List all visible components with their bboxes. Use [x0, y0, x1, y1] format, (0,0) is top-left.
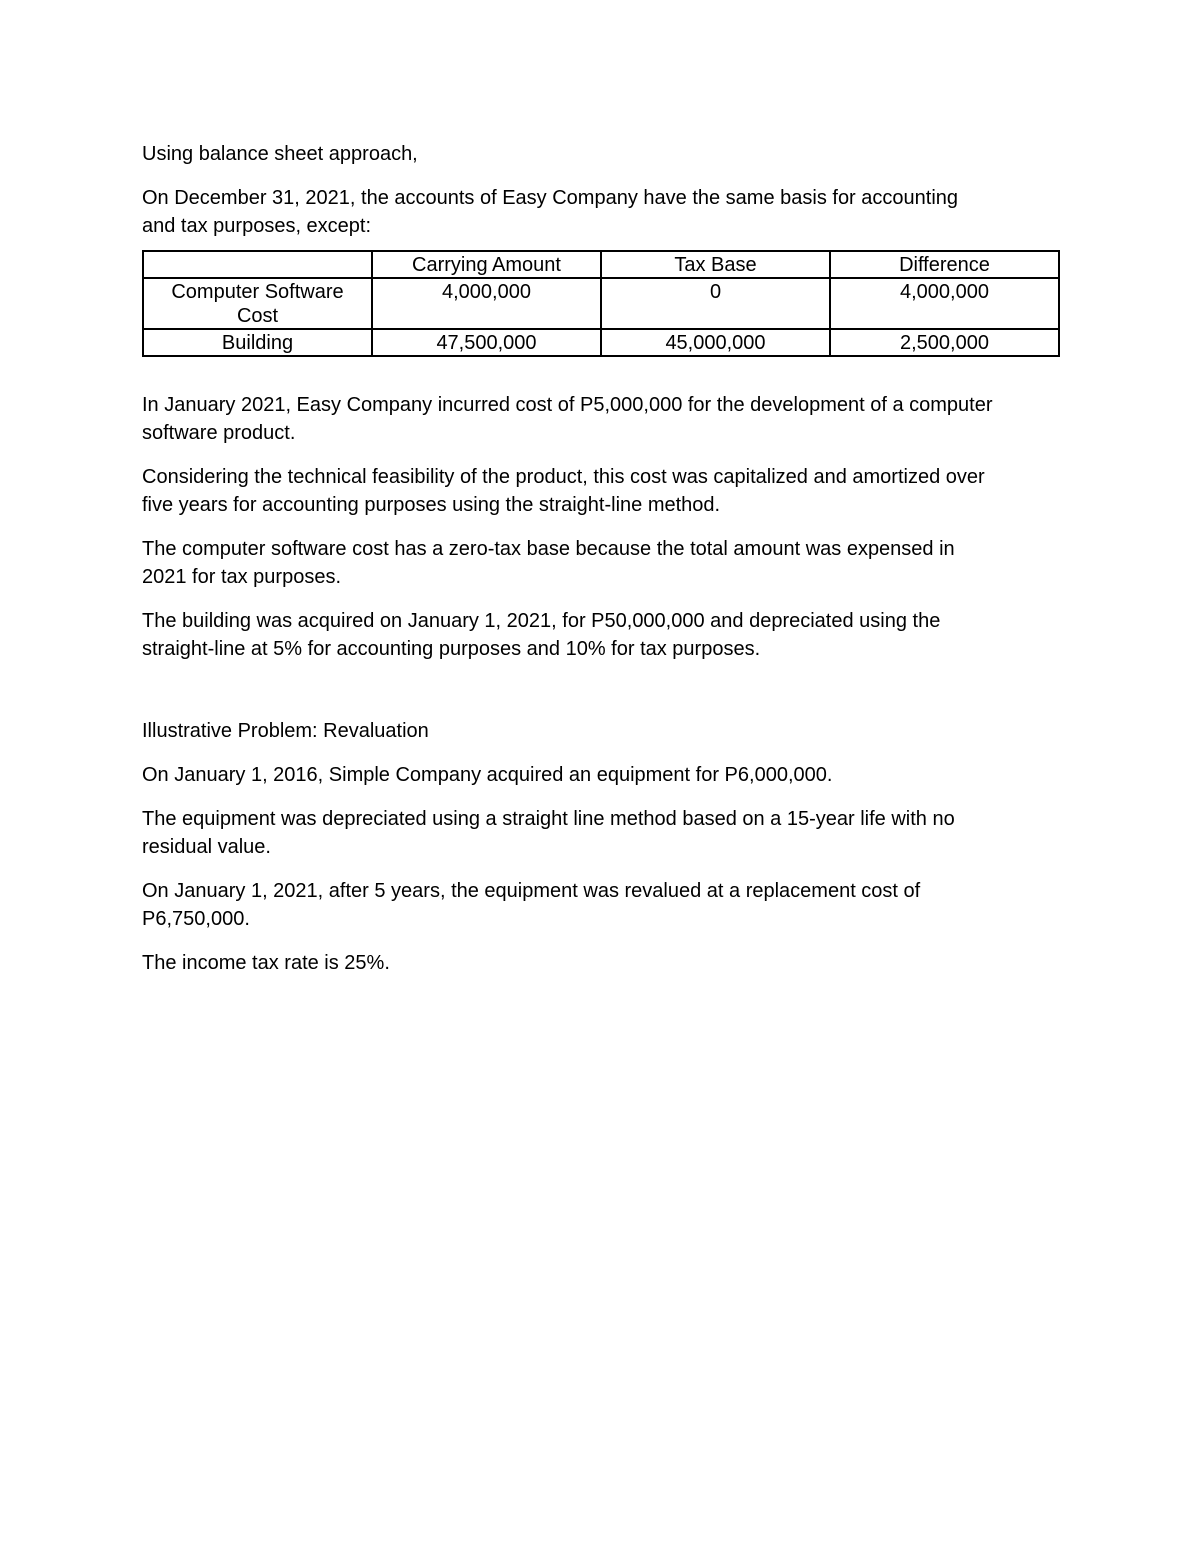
intro-line-1: On December 31, 2021, the accounts of Easy Company have the same basis for accounting: [142, 187, 959, 209]
revaluation-line-3b: P6,750,000.: [142, 908, 250, 930]
table-cell-carrying: 4,000,000: [372, 278, 601, 329]
revaluation-line-1: On January 1, 2016, Simple Company acquired an equipment for P6,000,000.: [142, 764, 833, 786]
table-cell-tax-base: 0: [601, 278, 830, 329]
revaluation-line-2a: The equipment was depreciated using a straight line method based on a 15-year life with no: [142, 808, 955, 830]
table-cell-difference: 2,500,000: [830, 329, 1059, 356]
paragraph-4-line-2: straight-line at 5% for accounting purposes and 10% for tax purposes.: [142, 638, 761, 660]
intro-heading: Using balance sheet approach,: [142, 143, 418, 165]
table-row-label-line: Computer Software: [171, 281, 344, 303]
table-cell-tax-base: 45,000,000: [601, 329, 830, 356]
table-row-label-line: Cost: [236, 305, 279, 327]
section-title-revaluation: Illustrative Problem: Revaluation: [142, 720, 429, 742]
paragraph-4-line-1: The building was acquired on January 1, 2021, for P50,000,000 and depreciated using the: [142, 610, 941, 632]
revaluation-line-2b: residual value.: [142, 836, 271, 858]
table-row-label: [143, 278, 372, 329]
paragraph-1-line-1: In January 2021, Easy Company incurred cost of P5,000,000 for the development of a computer: [142, 394, 993, 416]
table-cell-carrying: 47,500,000: [372, 329, 601, 356]
table-header-cell: Carrying Amount: [372, 251, 601, 278]
paragraph-3-line-2: 2021 for tax purposes.: [142, 566, 342, 588]
table-cell-difference: 4,000,000: [830, 278, 1059, 329]
table-header-cell: Tax Base: [601, 251, 830, 278]
table-header-row: [143, 251, 1059, 278]
paragraph-2-line-2: five years for accounting purposes using the straight-line method.: [142, 494, 721, 516]
table-header-cell: [143, 251, 372, 278]
differences-table: [142, 250, 1060, 357]
intro-line-2: and tax purposes, except:: [142, 215, 372, 237]
revaluation-line-4: The income tax rate is 25%.: [142, 952, 390, 974]
table-row: [143, 329, 1059, 356]
paragraph-1-line-2: software product.: [142, 422, 296, 444]
table-header-cell: Difference: [830, 251, 1059, 278]
table-row: [143, 278, 1059, 329]
revaluation-line-3a: On January 1, 2021, after 5 years, the equipment was revalued at a replacement cost of: [142, 880, 921, 902]
table-row-label: Building: [143, 329, 372, 356]
paragraph-2-line-1: Considering the technical feasibility of the product, this cost was capitalized and amortized over: [142, 466, 985, 488]
document-page: [142, 140, 1062, 977]
paragraph-3-line-1: The computer software cost has a zero-tax base because the total amount was expensed in: [142, 538, 955, 560]
